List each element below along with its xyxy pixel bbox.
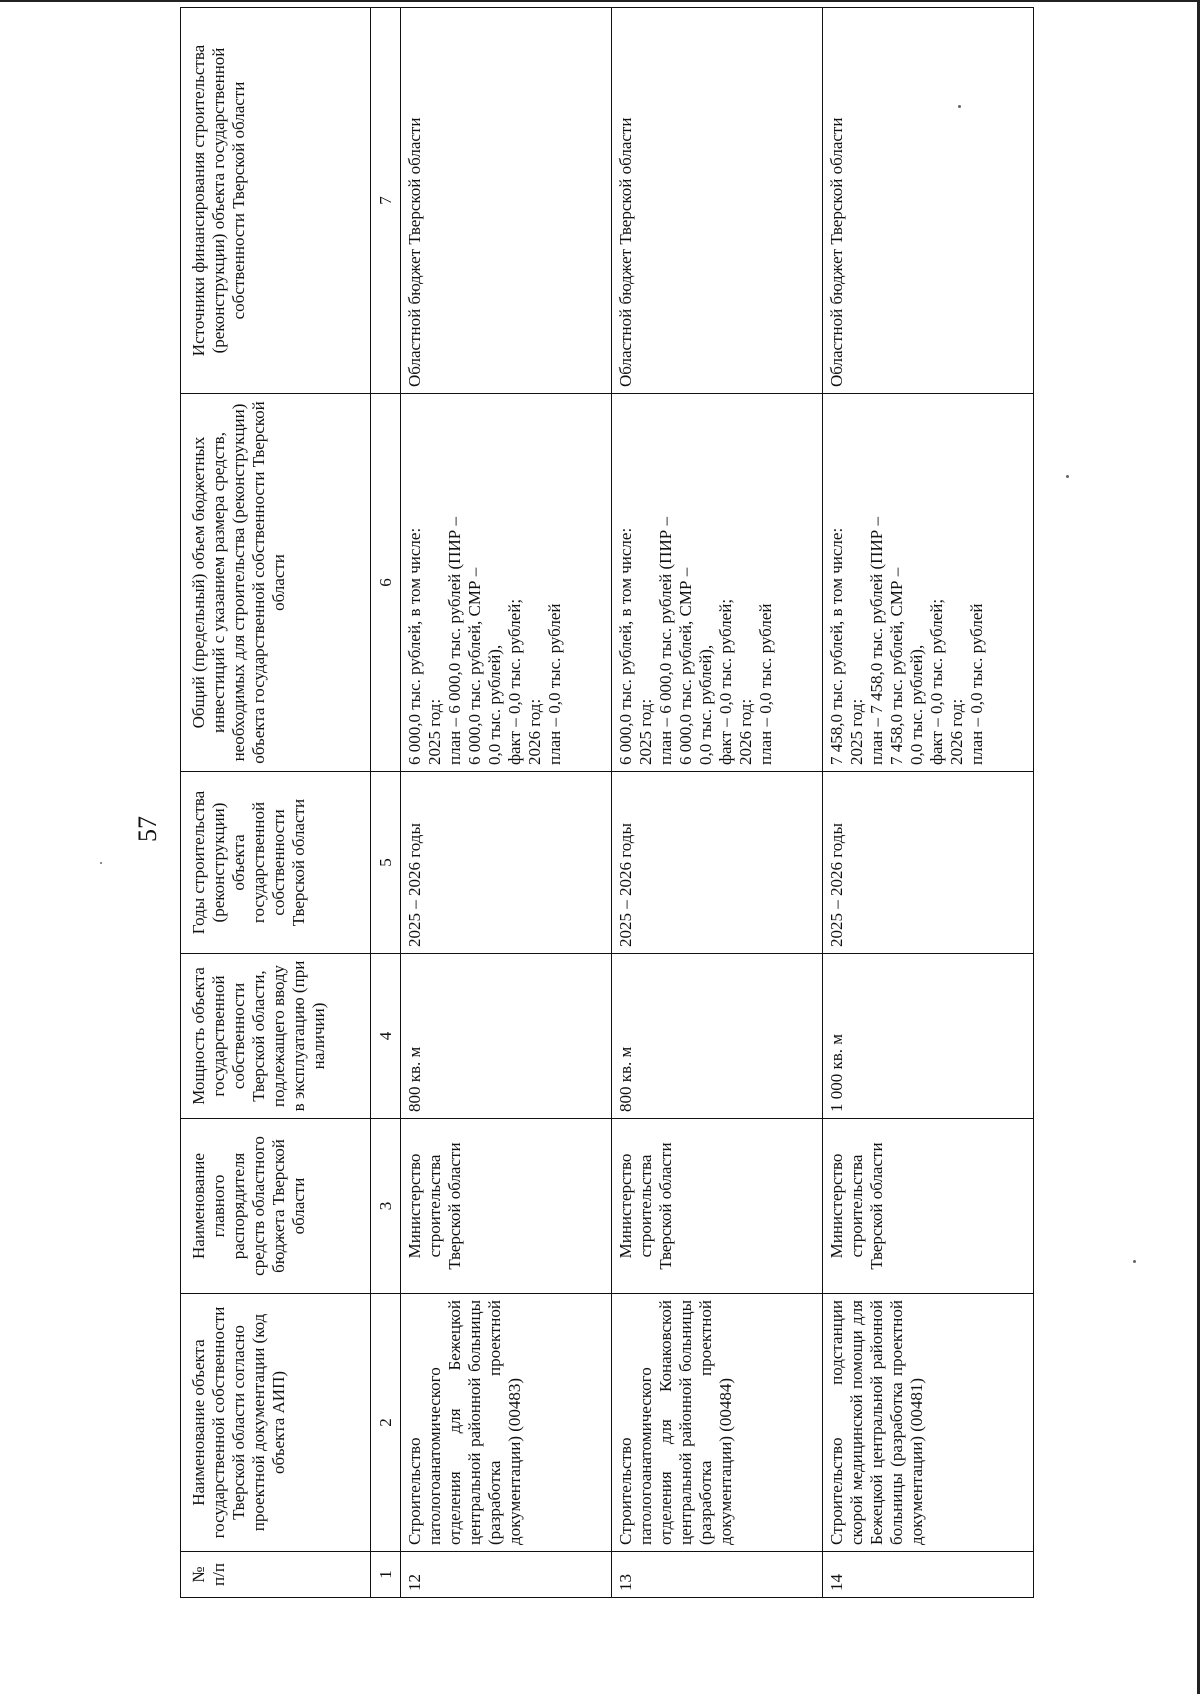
- investment-line: 2025 год:: [425, 698, 444, 765]
- column-number: 7: [371, 8, 401, 394]
- row-distributor: Министерство строительства Тверской области: [401, 1119, 612, 1294]
- header-source: Источники финансирования строительства (реконструкции) объекта государственной собственности Тверской области: [181, 8, 371, 394]
- investment-line: план – 0,0 тыс. рублей: [967, 603, 986, 765]
- column-number: 5: [371, 772, 401, 954]
- page-number: 57: [133, 816, 162, 842]
- row-years: 2025 – 2026 годы: [612, 772, 823, 954]
- investment-line: 2026 год:: [947, 698, 966, 765]
- column-number: 6: [371, 394, 401, 772]
- investment-line: план – 6 000,0 тыс. рублей (ПИР –: [445, 517, 464, 765]
- investment-line: факт – 0,0 тыс. рублей;: [505, 598, 524, 765]
- scan-speck: [1133, 1260, 1136, 1263]
- row-num: 13: [612, 1552, 823, 1598]
- page-top-border: [0, 0, 1200, 2]
- investment-line: 2025 год:: [847, 698, 866, 765]
- row-years: 2025 – 2026 годы: [823, 772, 1034, 954]
- table-header-row: [181, 8, 371, 1598]
- investment-line: 2026 год:: [736, 698, 755, 765]
- column-number: 1: [371, 1552, 401, 1598]
- header-investment: Общий (предельный) объем бюджетных инвестиций с указанием размера средств, необходимых для строительства (реконструкции) объекта государственной собственности Тверской области: [181, 394, 371, 772]
- rotated-table-stage: [180, 8, 1033, 1598]
- row-object-name: Строительство патологоанатомического отделения для Бежецкой центральной районной больницы (разработка проектной документации) (00483): [401, 1294, 612, 1552]
- investment-line: 6 000,0 тыс. рублей, в том числе:: [616, 527, 635, 765]
- table-row: [823, 8, 1034, 1598]
- investment-line: 2025 год:: [636, 698, 655, 765]
- row-investment: [612, 394, 823, 772]
- investment-line: 6 000,0 тыс. рублей, СМР –: [465, 567, 484, 765]
- column-number: 2: [371, 1294, 401, 1552]
- row-num: 12: [401, 1552, 612, 1598]
- header-num: № п/п: [181, 1552, 371, 1598]
- row-num: 14: [823, 1552, 1034, 1598]
- header-years: Годы строительства (реконструкции) объекта государственной собственности Тверской области: [181, 772, 371, 954]
- column-number: 3: [371, 1119, 401, 1294]
- row-distributor: Министерство строительства Тверской области: [823, 1119, 1034, 1294]
- row-investment: [823, 394, 1034, 772]
- header-distributor: Наименование главного распорядителя средств областного бюджета Тверской области: [181, 1119, 371, 1294]
- row-capacity: 1 000 кв. м: [823, 954, 1034, 1119]
- investment-line: план – 6 000,0 тыс. рублей (ПИР –: [656, 517, 675, 765]
- investment-table: [180, 7, 1034, 1598]
- investment-line: 0,0 тыс. рублей),: [907, 644, 926, 765]
- investment-line: план – 7 458,0 тыс. рублей (ПИР –: [867, 517, 886, 765]
- row-object-name: Строительство подстанции скорой медицинской помощи для Бежецкой центральной районной больницы (разработка проектной документации) (00481): [823, 1294, 1034, 1552]
- table-row: [612, 8, 823, 1598]
- investment-line: 0,0 тыс. рублей),: [696, 644, 715, 765]
- row-capacity: 800 кв. м: [401, 954, 612, 1119]
- investment-line: 6 000,0 тыс. рублей, СМР –: [676, 567, 695, 765]
- row-capacity: 800 кв. м: [612, 954, 823, 1119]
- row-distributor: Министерство строительства Тверской области: [612, 1119, 823, 1294]
- investment-line: план – 0,0 тыс. рублей: [545, 603, 564, 765]
- row-years: 2025 – 2026 годы: [401, 772, 612, 954]
- column-number: 4: [371, 954, 401, 1119]
- investment-line: 7 458,0 тыс. рублей, СМР –: [887, 567, 906, 765]
- row-object-name: Строительство патологоанатомического отделения для Конаковской центральной районной больницы (разработка проектной документации) (00484): [612, 1294, 823, 1552]
- column-number-row: [371, 8, 401, 1598]
- header-capacity: Мощность объекта государственной собственности Тверской области, подлежащего вводу в эксплуатацию (при наличии): [181, 954, 371, 1119]
- scan-speck: [958, 105, 961, 108]
- scan-speck: [1066, 475, 1069, 478]
- table-row: [401, 8, 612, 1598]
- investment-line: факт – 0,0 тыс. рублей;: [716, 598, 735, 765]
- row-investment: [401, 394, 612, 772]
- row-source: Областной бюджет Тверской области: [823, 8, 1034, 394]
- row-source: Областной бюджет Тверской области: [401, 8, 612, 394]
- header-object-name: Наименование объекта государственной собственности Тверской области согласно проектной документации (код объекта АИП): [181, 1294, 371, 1552]
- scan-speck: [100, 862, 102, 864]
- row-source: Областной бюджет Тверской области: [612, 8, 823, 394]
- investment-line: 7 458,0 тыс. рублей, в том числе:: [827, 527, 846, 765]
- investment-line: факт – 0,0 тыс. рублей;: [927, 598, 946, 765]
- investment-line: план – 0,0 тыс. рублей: [756, 603, 775, 765]
- investment-line: 2026 год:: [525, 698, 544, 765]
- investment-line: 0,0 тыс. рублей),: [485, 644, 504, 765]
- investment-line: 6 000,0 тыс. рублей, в том числе:: [405, 527, 424, 765]
